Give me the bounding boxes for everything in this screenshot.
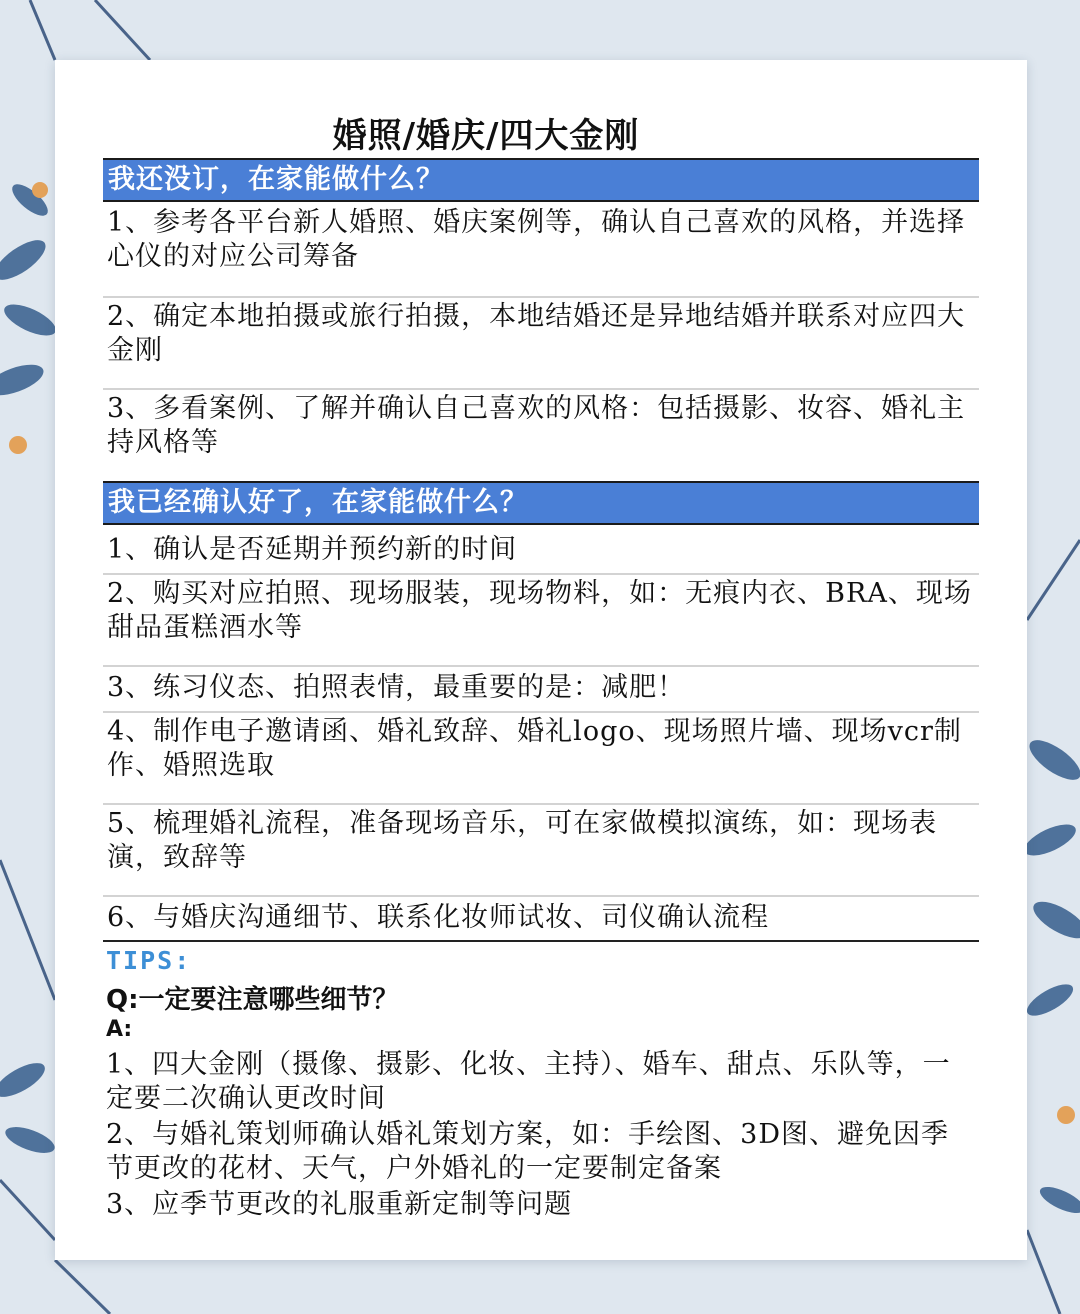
list-item: 4、制作电子邀请函、婚礼致辞、婚礼logo、现场照片墙、现场vcr制作、婚照选取 xyxy=(103,713,979,805)
page-title: 婚照/婚庆/四大金刚 xyxy=(332,116,640,156)
list-item: 3、多看案例、了解并确认自己喜欢的风格：包括摄影、妆容、婚礼主持风格等 xyxy=(107,393,966,458)
list-item: 6、与婚庆沟通细节、联系化妆师试妆、司仪确认流程 xyxy=(103,897,979,942)
list-item: 1、参考各平台新人婚照、婚庆案例等，确认自己喜欢的风格，并选择心仪的对应公司筹备 xyxy=(103,204,979,298)
tips-answer-label: A: xyxy=(106,1017,133,1042)
tips-label: TIPS: xyxy=(106,946,192,975)
list-item: 3、练习仪态、拍照表情，最重要的是：减肥！ xyxy=(103,667,979,713)
tips-answer-item: 1、四大金刚（摄像、摄影、化妆、主持）、婚车、甜点、乐队等，一定要二次确认更改时间 xyxy=(106,1049,951,1114)
list-item: 1、确认是否延期并预约新的时间 xyxy=(103,529,979,575)
list-item: 5、梳理婚礼流程，准备现场音乐，可在家做模拟演练，如：现场表演，致辞等 xyxy=(103,805,979,897)
section-header-confirmed: 我已经确认好了，在家能做什么？ xyxy=(103,481,979,525)
list-item: 2、购买对应拍照、现场服装，现场物料，如：无痕内衣、BRA、现场甜品蛋糕酒水等 xyxy=(103,575,979,667)
list-item: 2、确定本地拍摄或旅行拍摄，本地结婚还是异地结婚并联系对应四大金刚 xyxy=(103,298,979,390)
tips-question: Q:一定要注意哪些细节？ xyxy=(106,985,399,1015)
tips-answer-item: 2、与婚礼策划师确认婚礼策划方案，如：手绘图、3D图、避免因季节更改的花材、天气，户外婚礼的一定要制定备案 xyxy=(106,1119,950,1184)
section-header-not-booked: 我还没订，在家能做什么？ xyxy=(103,158,979,202)
tips-answer-item: 3、应季节更改的礼服重新定制等问题 xyxy=(106,1189,573,1220)
